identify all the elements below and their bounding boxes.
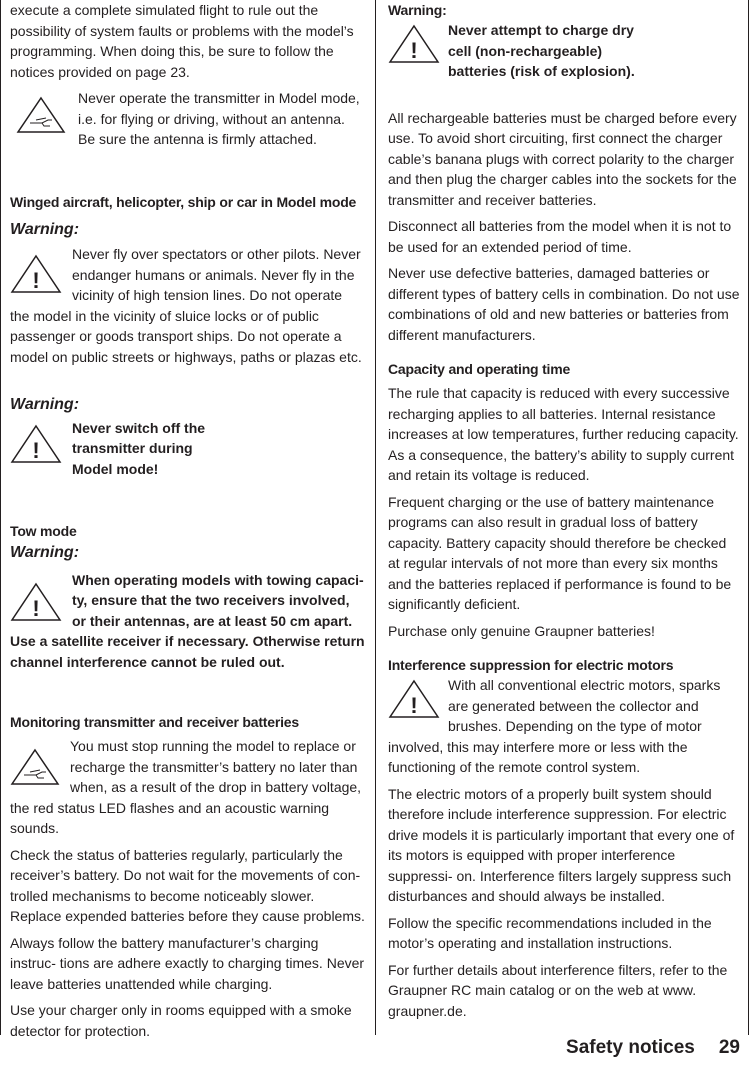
warning-tow-text: When operating models with towing capaci- ty, ensure that the two receivers involved, or their antennas, are at least 50 cm apart. Use a satellite receiver if necessary. Otherwise return channel interference cannot be ruled out.	[10, 571, 365, 670]
warning-motor-sparks-text: With all conventional electric motors, sparks are generated between the collector and brushes. Depending on the type of motor involved, this may interfere more or less with the functioning of the remote control system.	[388, 677, 721, 775]
warning-label: Warning:	[10, 220, 80, 238]
page-footer	[542, 1033, 740, 1063]
heading-tow-mode: Tow mode	[10, 523, 77, 539]
heading-capacity: Capacity and operating time	[388, 361, 571, 377]
footer-section-title: Safety notices	[566, 1037, 695, 1058]
right-border	[748, 0, 749, 1035]
column-divider	[375, 0, 376, 1035]
paragraph-charging-instructions: Always follow the battery manufacturer’s charging instruc- tions are adhere exactly to charging times. Never leave batteries unattended while charging.	[10, 934, 365, 992]
warning-label-3: Warning:	[10, 544, 80, 561]
exclamation-warning-icon	[10, 254, 62, 294]
svg-text:!: !	[32, 437, 40, 463]
left-border	[0, 0, 1, 1035]
paragraph-defective-batteries: Never use defective batteries, damaged batteries or different types of battery cells in combination. Do not use combinations of old and new batteries or batteries from different manufacturers.	[388, 265, 740, 343]
svg-text:!: !	[410, 38, 418, 63]
paragraph-capacity-rule: The rule that capacity is reduced with every successive recharging applies to all batteries. Internal resistance increases at low temperatures, further reducing capacity. As a consequence, the battery’s ability to supply current and retain its voltage is reduced.	[388, 385, 739, 483]
hand-pointer-icon	[10, 748, 60, 786]
page-number: 29	[718, 1037, 740, 1058]
warning-tow	[10, 570, 365, 673]
warning-dry-cell	[388, 20, 740, 88]
hand-pointer-icon	[16, 96, 66, 134]
heading-interference: Interference suppression for electric motors	[388, 657, 674, 673]
exclamation-warning-icon	[10, 424, 62, 464]
note-antenna-text: Never operate the transmitter in Model mode, i.e. for flying or driving, without an antenna. Be sure the antenna is firmly attached.	[78, 90, 360, 147]
warning-motor-sparks	[388, 675, 740, 778]
right-column	[388, 0, 740, 1027]
exclamation-warning-icon	[388, 24, 440, 64]
note-battery-stop	[10, 736, 365, 839]
warning-spectators	[10, 244, 365, 367]
exclamation-warning-icon	[388, 679, 440, 719]
exclamation-warning-icon	[10, 582, 62, 622]
paragraph-charge-before-use: All rechargeable batteries must be charged before every use. To avoid short circuiting, first connect the charger cable’s banana plugs with correct polarity to the charger and then plug the charger cables into the sockets for the transmitter and receiver batteries.	[388, 109, 737, 208]
svg-text:!: !	[410, 693, 418, 718]
paragraph-genuine-batteries: Purchase only genuine Graupner batteries!	[388, 622, 655, 639]
warning-label-right: Warning:	[388, 2, 447, 18]
svg-text:!: !	[32, 595, 40, 621]
warning-switch-off-text: Never switch off the transmitter during Model mode!	[72, 419, 206, 477]
warning-spectators-text: Never fly over spectators or other pilots. Never endanger humans or animals. Never fly in the vicinity of high tension lines. Do not operate the model in the vicinity of sluice locks or of public passenger or goods transport ships. Do not operate a model on public streets or highways, paths or plazas etc.	[10, 246, 362, 365]
warning-dry-cell-text: Never attempt to charge dry cell (non-rechargeable) batteries (risk of explosion).	[448, 22, 635, 79]
paragraph-frequent-charging: Frequent charging or the use of battery maintenance programs can also result in gradual loss of battery capacity. Battery capacity should therefore be checked at regular intervals of not more than every six months and the batteries replaced if performance is found to be significantly deficient.	[388, 493, 732, 612]
warning-switch-off	[10, 416, 365, 486]
left-column	[10, 0, 365, 1047]
svg-text:!: !	[32, 268, 40, 293]
heading-winged-aircraft: Winged aircraft, helicopter, ship or car in Model mode	[10, 193, 357, 210]
note-antenna	[10, 88, 365, 156]
heading-monitoring-batteries: Monitoring transmitter and receiver batteries	[10, 714, 299, 730]
note-battery-stop-text: You must stop running the model to replace or recharge the transmitter’s battery no later than when, as a result of the drop in battery voltage, the red status LED flashes and an acoustic warning sounds.	[10, 738, 362, 836]
paragraph-disconnect-batteries: Disconnect all batteries from the model when it is not to be used for an extended period of time.	[388, 218, 732, 255]
paragraph-recommendations: Follow the specific recommendations included in the motor’s operating and installation instructions.	[388, 914, 712, 951]
paragraph-further-details: For further details about interference filters, refer to the Graupner RC main catalog or on the web at www. graupner.de.	[388, 961, 728, 1019]
paragraph-suppression: The electric motors of a properly built system should therefore include interference suppression. For electric drive models it is particularly important that every one of its motors is equipped with proper interference suppressi- on. Interference filters largely suppress such disturbances and should always be installed.	[388, 785, 735, 904]
intro-text: execute a complete simulated flight to rule out the possibility of system faults or problems with the model’s programming. When doing this, be sure to follow the notices provided on page 23.	[10, 2, 354, 80]
warning-label-2: Warning:	[10, 396, 80, 413]
paragraph-check-status: Check the status of batteries regularly, particularly the receiver’s battery. Do not wait for the movements of con- trolled mechanisms to become noticeably slower. Replace expended batteries before they cause problems.	[10, 846, 365, 924]
paragraph-smoke-detector: Use your charger only in rooms equipped with a smoke detector for protection.	[10, 1002, 352, 1039]
